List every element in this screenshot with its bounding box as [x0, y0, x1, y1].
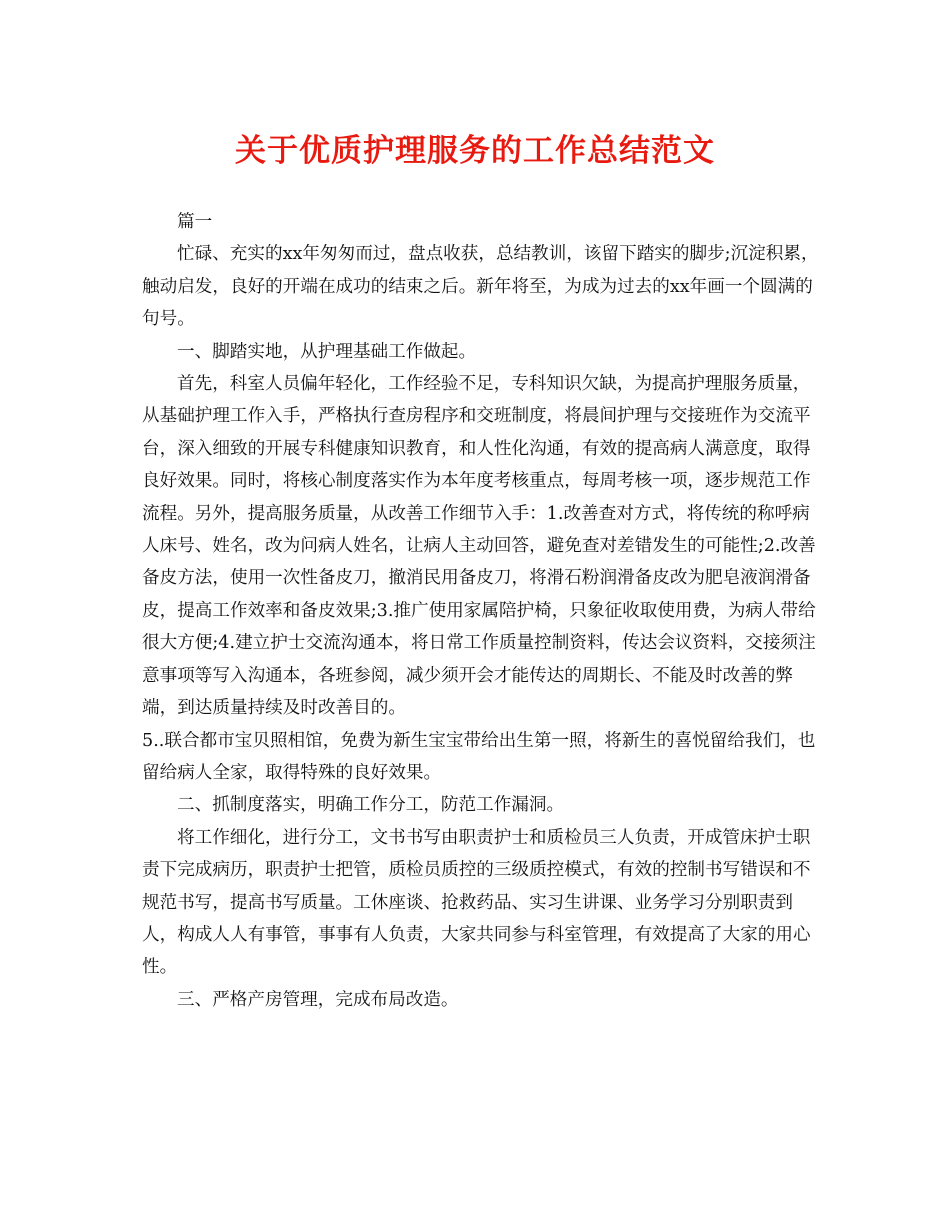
body-paragraph-item-5: 5..联合都市宝贝照相馆，免费为新生宝宝带给出生第一照，将新生的喜悦留给我们，也留给病人全家，取得特殊的良好效果。 — [142, 730, 816, 783]
heading-section-1: 一、脚踏实地，从护理基础工作做起。 — [177, 341, 477, 362]
body-paragraph-section-2: 将工作细化，进行分工，文书书写由职责护士和质检员三人负责，开成管床护士职责下完成病历，职责护士把管，质检员质控的三级质控模式，有效的控制书写错误和不规范书写，提高书写质量。工休座谈、抢救药品、实习生讲课、业务学习分别职责到人，构成人人有事管，事事有人负责，大家共同参与科室管理，有效提高了大家的用心性。 — [142, 827, 811, 978]
section-label-pian-yi: 篇一 — [177, 212, 213, 232]
document-title: 关于优质护理服务的工作总结范文 — [235, 133, 715, 169]
body-paragraph-section-1: 首先，科室人员偏年轻化，工作经验不足，专科知识欠缺，为提高护理服务质量，从基础护理工作入手，严格执行查房程序和交班制度，将晨间护理与交接班作为交流平台，深入细致的开展专科健康知识教育，和人性化沟通，有效的提高病人满意度，取得良好效果。同时，将核心制度落实作为本年度考核重点，每周考核一项，逐步规范工作流程。另外，提高服务质量，从改善工作细节入手：1.改善查对方式，将传统的称呼病人床号、姓名，改为问病人姓名，让病人主动回答，避免查对差错发生的可能性;2.改善备皮方法，使用一次性备皮刀，撤消民用备皮刀，将滑石粉润滑备皮改为肥皂液润滑备皮，提高工作效率和备皮效果;3.推广使用家属陪护椅，只象征收取使用费，为病人带给很大方便;4.建立护士交流沟通本，将日常工作质量控制资料，传达会议资料，交接须注意事项等写入沟通本，各班参阅，减少须开会才能传达的周期长、不能及时改善的弊端，到达质量持续及时改善目的。 — [142, 374, 816, 719]
intro-paragraph: 忙碌、充实的xx年匆匆而过，盘点收获，总结教训，该留下踏实的脚步;沉淀积累，触动启发，良好的开端在成功的结束之后。新年将至，为成为过去的xx年画一个圆满的句号。 — [142, 244, 819, 330]
document-body — [142, 206, 822, 1016]
heading-section-3: 三、严格产房管理，完成布局改造。 — [177, 989, 459, 1010]
heading-section-2: 二、抓制度落实，明确工作分工，防范工作漏洞。 — [177, 795, 565, 816]
